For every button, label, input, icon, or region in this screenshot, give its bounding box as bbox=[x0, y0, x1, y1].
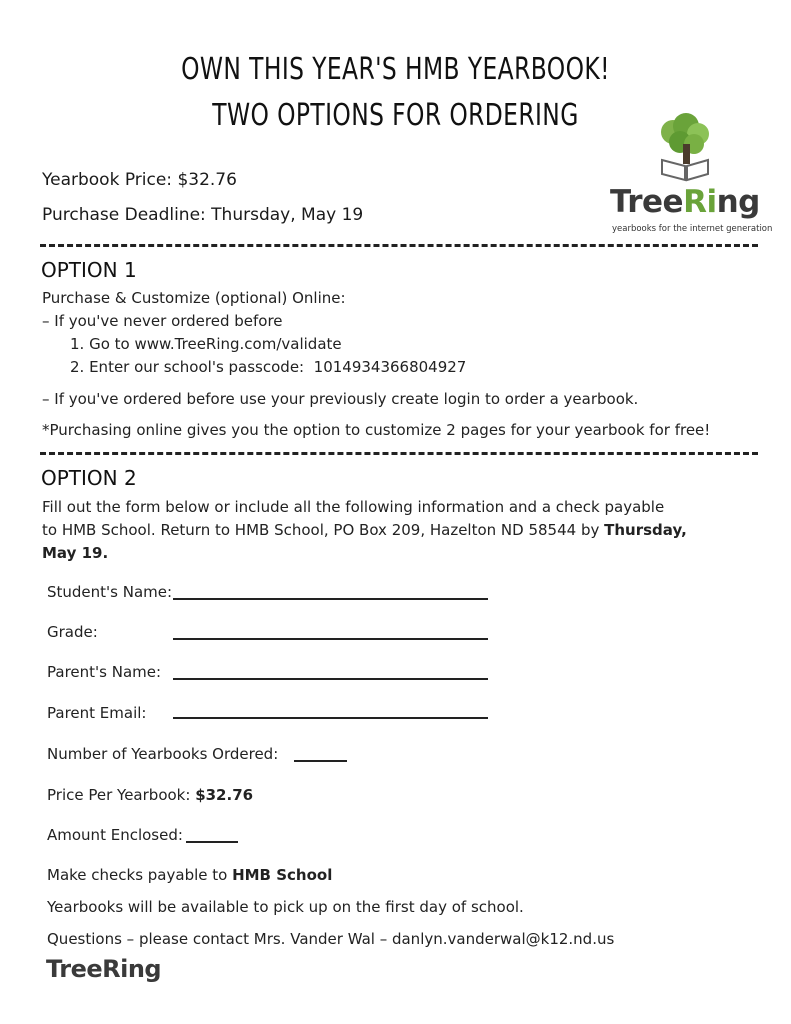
checks-payable-value: HMB School bbox=[232, 866, 333, 884]
footer-wordmark-ng: ng bbox=[127, 955, 162, 983]
checks-payable-label: Make checks payable to bbox=[47, 866, 233, 884]
option-1-never-ordered: – If you've never ordered before bbox=[42, 312, 283, 330]
price-per-yearbook-label: Price Per Yearbook: bbox=[47, 786, 196, 804]
option-1-intro: Purchase & Customize (optional) Online: bbox=[42, 289, 346, 307]
num-yearbooks-line bbox=[294, 760, 347, 762]
yearbook-price bbox=[42, 170, 237, 190]
option-1-note: *Purchasing online gives you the option to customize 2 pages for your yearbook for free! bbox=[42, 421, 711, 439]
yearbook-price-label: Yearbook Price: bbox=[42, 170, 178, 190]
treering-logo bbox=[608, 108, 773, 238]
student-name-line bbox=[173, 598, 488, 600]
footer-wordmark-tree: Tree bbox=[46, 955, 103, 983]
amount-enclosed-label: Amount Enclosed: bbox=[47, 826, 183, 844]
parent-email-line bbox=[173, 717, 488, 719]
yearbook-price-value: $32.76 bbox=[177, 170, 237, 190]
parent-name-line bbox=[173, 678, 488, 680]
pickup-info: Yearbooks will be available to pick up on the first day of school. bbox=[47, 898, 524, 916]
option-1-step-1: 1. Go to www.TreeRing.com/validate bbox=[70, 335, 342, 353]
option-2-deadline-day: Thursday, bbox=[604, 521, 687, 539]
treering-wordmark bbox=[610, 184, 760, 220]
option-1-heading: OPTION 1 bbox=[41, 258, 137, 282]
checks-payable bbox=[47, 866, 332, 884]
amount-enclosed-line bbox=[186, 841, 238, 843]
option-2-para-line-1: Fill out the form below or include all the following information and a check payable bbox=[42, 498, 665, 516]
purchase-deadline-label: Purchase Deadline: bbox=[42, 205, 212, 225]
divider-2 bbox=[40, 452, 758, 455]
wordmark-tree: Tree bbox=[610, 184, 684, 220]
num-yearbooks-label: Number of Yearbooks Ordered: bbox=[47, 745, 279, 763]
option-2-return-text: to HMB School. Return to HMB School, PO Box 209, Hazelton ND 58544 by bbox=[42, 521, 605, 539]
option-2-deadline-date: May 19. bbox=[42, 544, 109, 562]
option-1-ordered-before: – If you've ordered before use your previously create login to order a yearbook. bbox=[42, 390, 639, 408]
price-per-yearbook-value: $32.76 bbox=[195, 786, 254, 804]
treering-tagline: yearbooks for the internet generation bbox=[612, 224, 773, 234]
wordmark-ng: ng bbox=[716, 184, 760, 220]
footer-treering-wordmark bbox=[46, 955, 161, 983]
wordmark-ri: Ri bbox=[683, 184, 717, 220]
grade-line bbox=[173, 638, 488, 640]
passcode-value: 1014934366804927 bbox=[313, 358, 467, 376]
purchase-deadline-value: Thursday, May 19 bbox=[211, 205, 364, 225]
student-name-label: Student's Name: bbox=[47, 583, 173, 601]
tree-book-icon bbox=[608, 108, 758, 188]
option-1-step-2 bbox=[70, 356, 466, 378]
divider-1 bbox=[40, 244, 758, 247]
purchase-deadline bbox=[42, 205, 363, 225]
title-line-2: TWO OPTIONS FOR ORDERING bbox=[212, 98, 579, 133]
questions-contact: Questions – please contact Mrs. Vander Wal – danlyn.vanderwal@k12.nd.us bbox=[47, 930, 615, 948]
title-line-1: OWN THIS YEAR'S HMB YEARBOOK! bbox=[181, 52, 610, 87]
parent-email-label: Parent Email: bbox=[47, 704, 147, 722]
grade-label: Grade: bbox=[47, 623, 98, 641]
parent-name-label: Parent's Name: bbox=[47, 663, 162, 681]
footer-wordmark-ri: Ri bbox=[102, 955, 128, 983]
option-2-para-line-2 bbox=[42, 519, 687, 541]
passcode-label: 2. Enter our school's passcode: bbox=[70, 358, 305, 376]
price-per-yearbook bbox=[47, 786, 253, 804]
option-2-heading: OPTION 2 bbox=[41, 466, 137, 490]
